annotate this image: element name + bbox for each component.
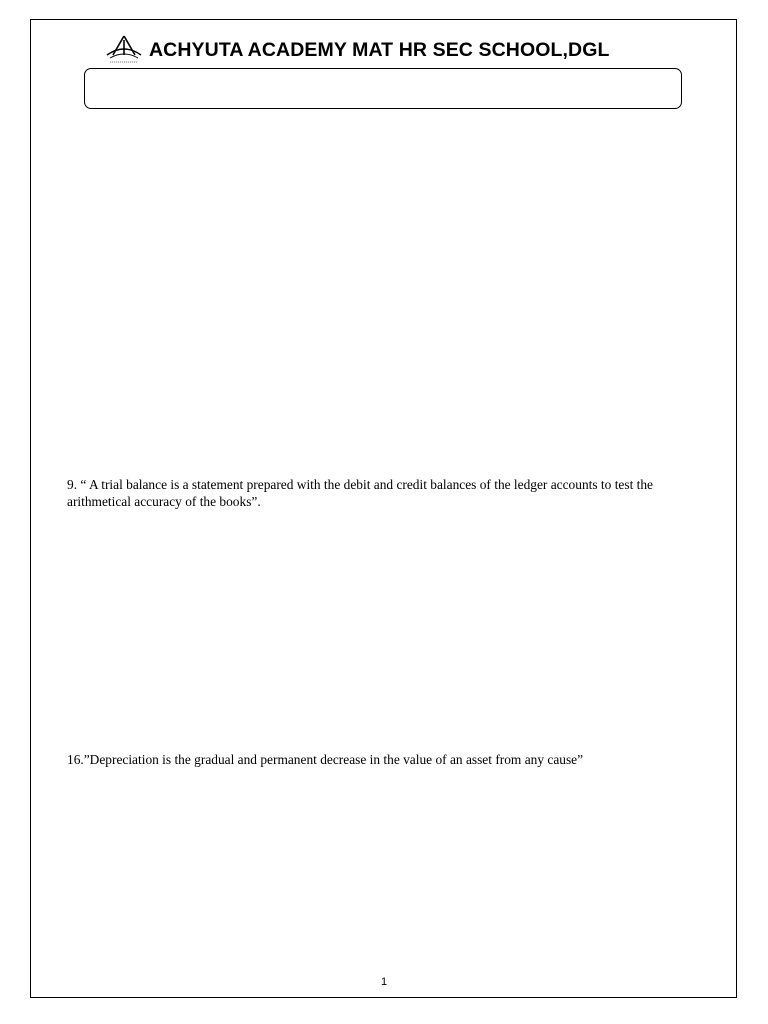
question-9: 9. “ A trial balance is a statement prepared with the debit and credit balances of the ledger accounts to test the arithmetical accuracy of the books”. xyxy=(67,477,653,509)
school-name: ACHYUTA ACADEMY MAT HR SEC SCHOOL,DGL xyxy=(149,38,610,61)
page-number: 1 xyxy=(380,976,388,988)
school-header xyxy=(104,32,610,68)
school-emblem-icon xyxy=(104,33,144,67)
title-box xyxy=(84,68,682,109)
question-16: 16.”Depreciation is the gradual and permanent decrease in the value of an asset from any cause” xyxy=(67,752,584,767)
